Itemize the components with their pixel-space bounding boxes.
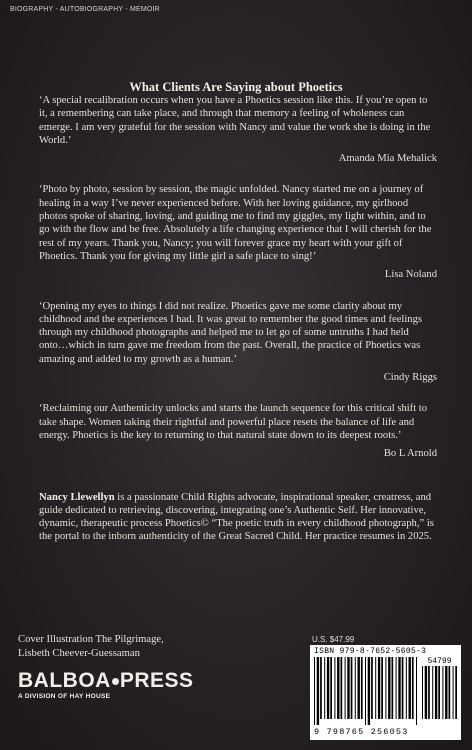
barcode-bars-icon [314, 657, 418, 725]
testimonial-quote: ‘Photo by photo, session by session, the magic unfolded. Nancy started me on a journey of healing in a way I’ve never experienced before. With her loving guidance, my girlhood photos spoke of sharing, loving, and guiding me to find my giggles, my light within, and to go with the flow and be free. Absolutely a life changing experience that I will cherish for the rest of my years. Thank you, Nancy; you will forever grace my heart with your gift of Phoetics. Thank you for giving my little girl a safe place to sing!’ [39, 184, 432, 262]
testimonial-author: Lisa Noland [384, 269, 437, 281]
barcode [310, 645, 461, 740]
credit-line-1: Cover Illustration The Pilgrimage, [18, 634, 164, 645]
back-cover-text [39, 94, 437, 544]
testimonial [39, 94, 437, 165]
addon-code: 54799 [427, 657, 452, 666]
author-bio [39, 491, 437, 544]
publisher-subtitle: A DIVISION OF HAY HOUSE [18, 693, 111, 700]
testimonial-author: Amanda Mia Mehalick [338, 153, 437, 165]
testimonial [39, 183, 437, 281]
testimonial-quote: ‘A special recalibration occurs when you have a Phoetics session like this. If you’re open to it, a remembering can take place, and through that memory a feeling of wholeness can emerge. I am very grateful for the session with Nancy and value the work she is doing in the World.’ [39, 95, 431, 146]
testimonial-quote: ‘Reclaiming our Authenticity unlocks and starts the launch sequence for this critical shift to take shape. Women taking their rightful and powerful place resets the balance of life and energy. Phoetics is the key to returning to that natural state down to its deepest roots.’ [39, 403, 428, 441]
testimonial-quote: ‘Opening my eyes to things I did not realize. Phoetics gave me some clarity about my childhood and the experiences I had. It was great to remember the good times and feelings through my childhood photographs and helped me to let go of some untruths I had held onto…which in turn gave me freedom from the past. Overall, the practice of Phoetics was amazing and added to my growth as a human.’ [39, 300, 423, 365]
isbn-text: ISBN 979-8-7652-5605-3 [314, 647, 427, 656]
testimonial-author: Bo L Arnold [383, 448, 437, 460]
category-label: BIOGRAPHY - AUTOBIOGRAPHY - MEMOIR [10, 6, 160, 13]
author-name: Nancy Llewellyn [39, 491, 115, 503]
testimonial-author: Cindy Riggs [383, 372, 437, 384]
price-label: U.S. $47.99 [312, 635, 355, 644]
barcode-number: 9 798765 256053 [314, 727, 409, 737]
author-bio-text: is a passionate Child Rights advocate, inspirational speaker, creatress, and guide dedicated to retrieving, discovering, integrating one’s Authentic Self. Her innovative, dynamic, therapeutic process Phoetics© “The poetic truth in every childhood photograph,” is the portal to the inborn authenticity of the Great Sacred Child. Her practice resumes in 2025. [39, 491, 434, 543]
publisher-name-right: PRESS [119, 669, 194, 692]
publisher-logo [18, 670, 194, 700]
credit-line-2: Lisbeth Cheever-Guessaman [18, 647, 140, 659]
testimonial [39, 402, 437, 460]
testimonials-heading: What Clients Are Saying about Phoetics [129, 80, 343, 94]
addon-bars-icon [422, 666, 457, 725]
publisher-name-left: BALBOA [18, 669, 111, 692]
logo-dot-icon [112, 678, 119, 685]
cover-illustration-credit [18, 633, 164, 660]
testimonial [39, 300, 437, 385]
